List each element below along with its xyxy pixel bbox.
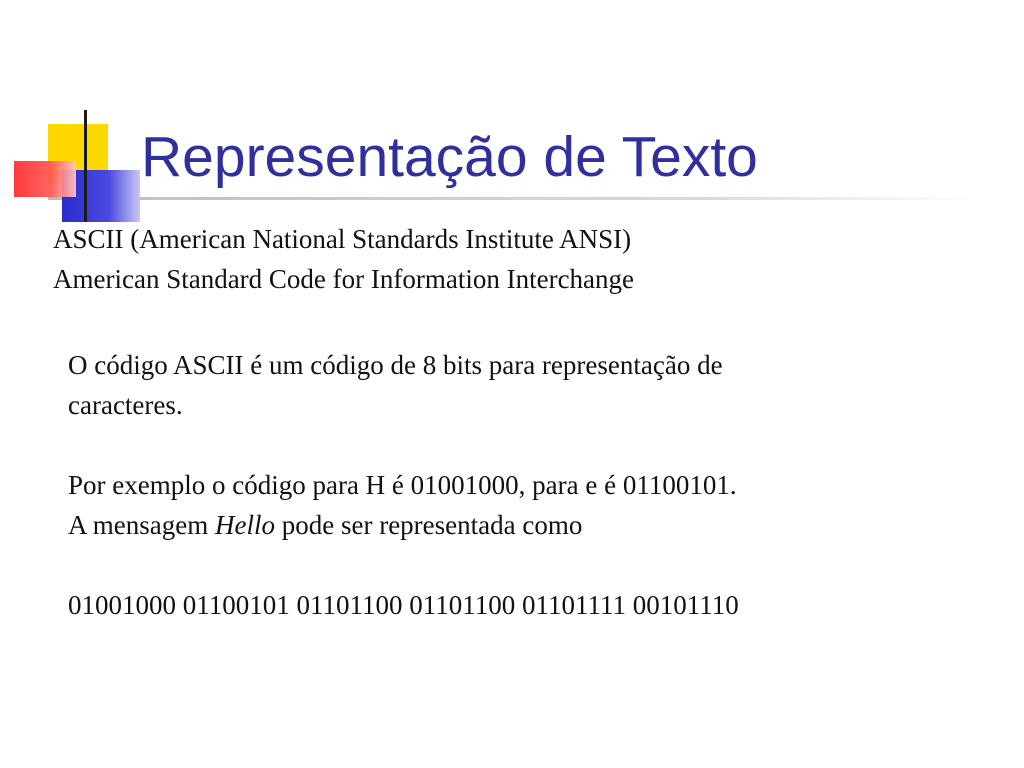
spacer <box>68 545 968 585</box>
paragraph-2-text-before: A mensagem <box>68 510 215 540</box>
paragraph-2-text-after: pode ser representada como <box>274 510 583 540</box>
red-bar <box>14 161 76 197</box>
subtitle-line-2: American Standard Code for Information Interchange <box>53 264 635 294</box>
binary-sequence: 01001000 01100101 01101100 01101100 01101111 00101110 <box>68 590 739 620</box>
subtitle-line-1: ASCII (American National Standards Institute ANSI) <box>53 224 632 254</box>
paragraph-2-line-1: Por exemplo o código para H é 01001000, para e é 01100101. <box>68 470 737 500</box>
body-text <box>68 345 968 625</box>
hello-word: Hello <box>214 510 275 540</box>
spacer <box>68 425 968 465</box>
paragraph-1-line-2: caracteres. <box>68 390 183 420</box>
title-decoration <box>0 0 1024 240</box>
subtitle-block <box>53 219 634 299</box>
title-underline <box>48 197 978 200</box>
slide-title: Representação de Texto <box>141 125 758 189</box>
paragraph-2-line-2 <box>68 505 968 545</box>
paragraph-1-line-1: O código ASCII é um código de 8 bits para representação de <box>68 350 723 380</box>
vertical-line <box>84 110 87 222</box>
